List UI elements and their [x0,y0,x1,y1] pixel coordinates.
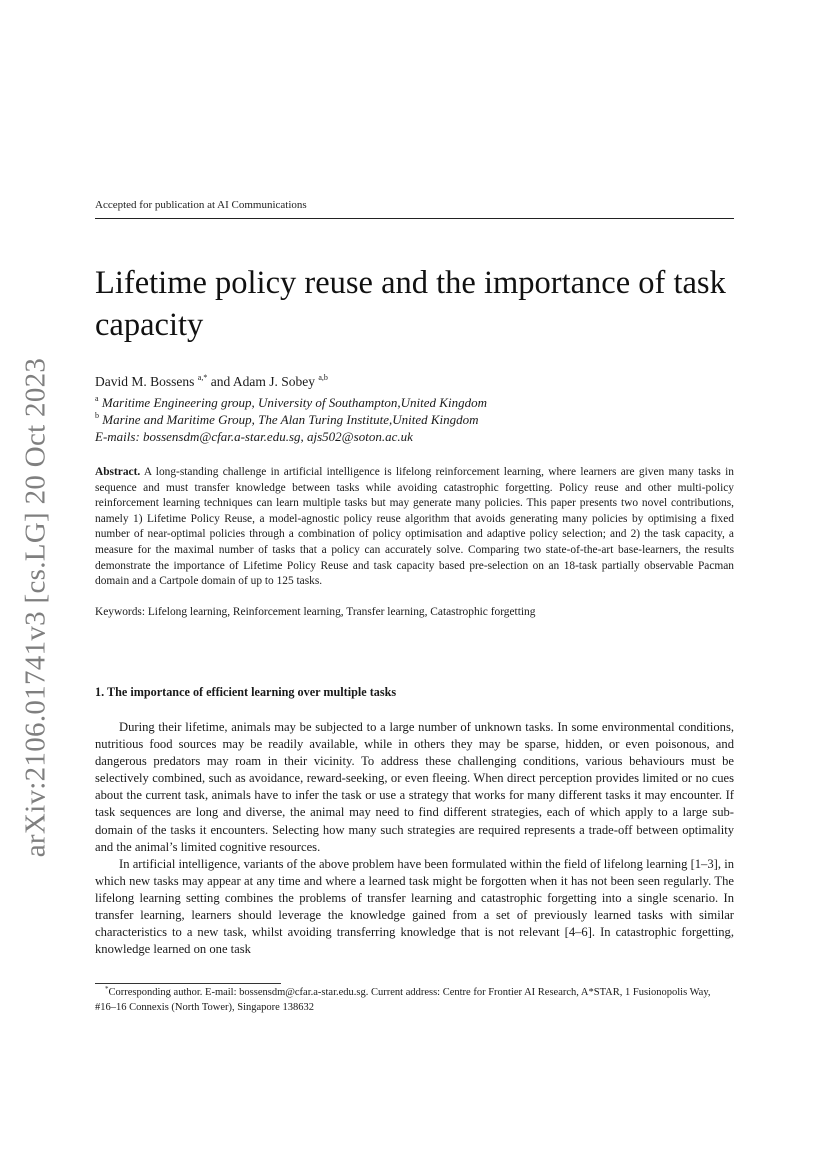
author-name: David M. Bossens [95,374,195,389]
email-line: E-mails: bossensdm@cfar.a-star.edu.sg, ajs502@soton.ac.uk [95,429,413,444]
section-body [95,719,734,958]
keywords: Keywords: Lifelong learning, Reinforcement learning, Transfer learning, Catastrophic forgetting [95,606,536,618]
abstract-text: A long-standing challenge in artificial intelligence is lifelong reinforcement learning, where learners are given many tasks in sequence and must transfer knowledge between tasks while avoiding catastrophic forgetting. Policy reuse and other multi-policy reinforcement learning techniques can learn multiple tasks but may generate many policies. This paper presents two novel contributions, namely 1) Lifetime Policy Reuse, a model-agnostic policy reuse algorithm that avoids generating many policies by optimising a fixed number of near-optimal policies through a combination of policy optimisation and adaptive policy selection; and 2) the task capacity, a measure for the maximal number of tasks that a policy can accurately solve. Comparing two state-of-the-art base-learners, the results demonstrate the importance of Lifetime Policy Reuse and task capacity based pre-selection on an 18-task partially observable Pacman domain and a Cartpole domain of up to 125 tasks. [95,466,734,588]
arxiv-stamp-text: arXiv:2106.01741v3 [cs.LG] 20 Oct 2023 [19,357,52,857]
author-line [95,374,328,390]
footnote-mark: * [105,985,109,993]
author-affil-mark: a,* [197,373,208,382]
author-affil-mark: a,b [318,373,328,382]
footnote [95,985,734,1015]
section-heading: 1. The importance of efficient learning over multiple tasks [95,685,397,699]
author-name: Adam J. Sobey [232,374,315,389]
running-head: Accepted for publication at AI Communications [95,199,307,211]
affiliation-mark: b [95,411,99,420]
header-rule [95,218,734,219]
arxiv-sidebar-stamp [12,357,60,857]
body-paragraph: In artificial intelligence, variants of the above problem have been formulated within the field of lifelong learning [1–3], in which new tasks may appear at any time and where a learned task might be forgotten when it has not been seen regularly. The lifelong learning setting combines the problems of transfer learning and catastrophic forgetting into a single scenario. In transfer learning, learners should leverage the knowledge gained from a set of previously learned tasks with similar characteristics to a new task, whilst avoiding transferring knowledge that is not relevant [4–6]. In catastrophic forgetting, knowledge learned on one task [95,856,734,957]
affiliation-text: Maritime Engineering group, University of Southampton,United Kingdom [101,395,487,410]
footnote-text: Corresponding author. E-mail: bossensdm@cfar.a-star.edu.sg. Current address: Centre for Frontier AI Research, A*STAR, 1 Fusionopolis Way, #16–16 Connexis (North Tower), Singapore 138632 [95,987,711,1013]
affiliation-text: Marine and Maritime Group, The Alan Turing Institute,United Kingdom [102,412,479,427]
author-conjunction: and [210,374,231,389]
body-paragraph: During their lifetime, animals may be subjected to a large number of unknown tasks. In some environmental conditions, nutritious food sources may be readily available, while in others they may be sparse, hidden, or even poisonous, and dangerous predators may roam in their vicinity. To address these challenging conditions, various behaviours must be selectively combined, such as avoidance, reward-seeking, or even fleeing. When direct perception provides limited or no cues about the current task, animals have to infer the task or use a strategy that works for many different tasks it may encounter. If task sequences are long and diverse, the animal may need to find different strategies, each of which apply to a large sub-domain of the tasks it encounters. Selecting how many such strategies are required represents a trade-off between optimality and the animal’s limited cognitive resources. [95,720,734,854]
affiliation [95,412,479,428]
paper-title: Lifetime policy reuse and the importance of task capacity [95,265,726,343]
abstract-label: Abstract. [95,466,141,478]
affiliation [95,395,487,411]
abstract [95,465,734,590]
footnote-rule [95,983,281,984]
affiliation-mark: a [95,394,99,403]
